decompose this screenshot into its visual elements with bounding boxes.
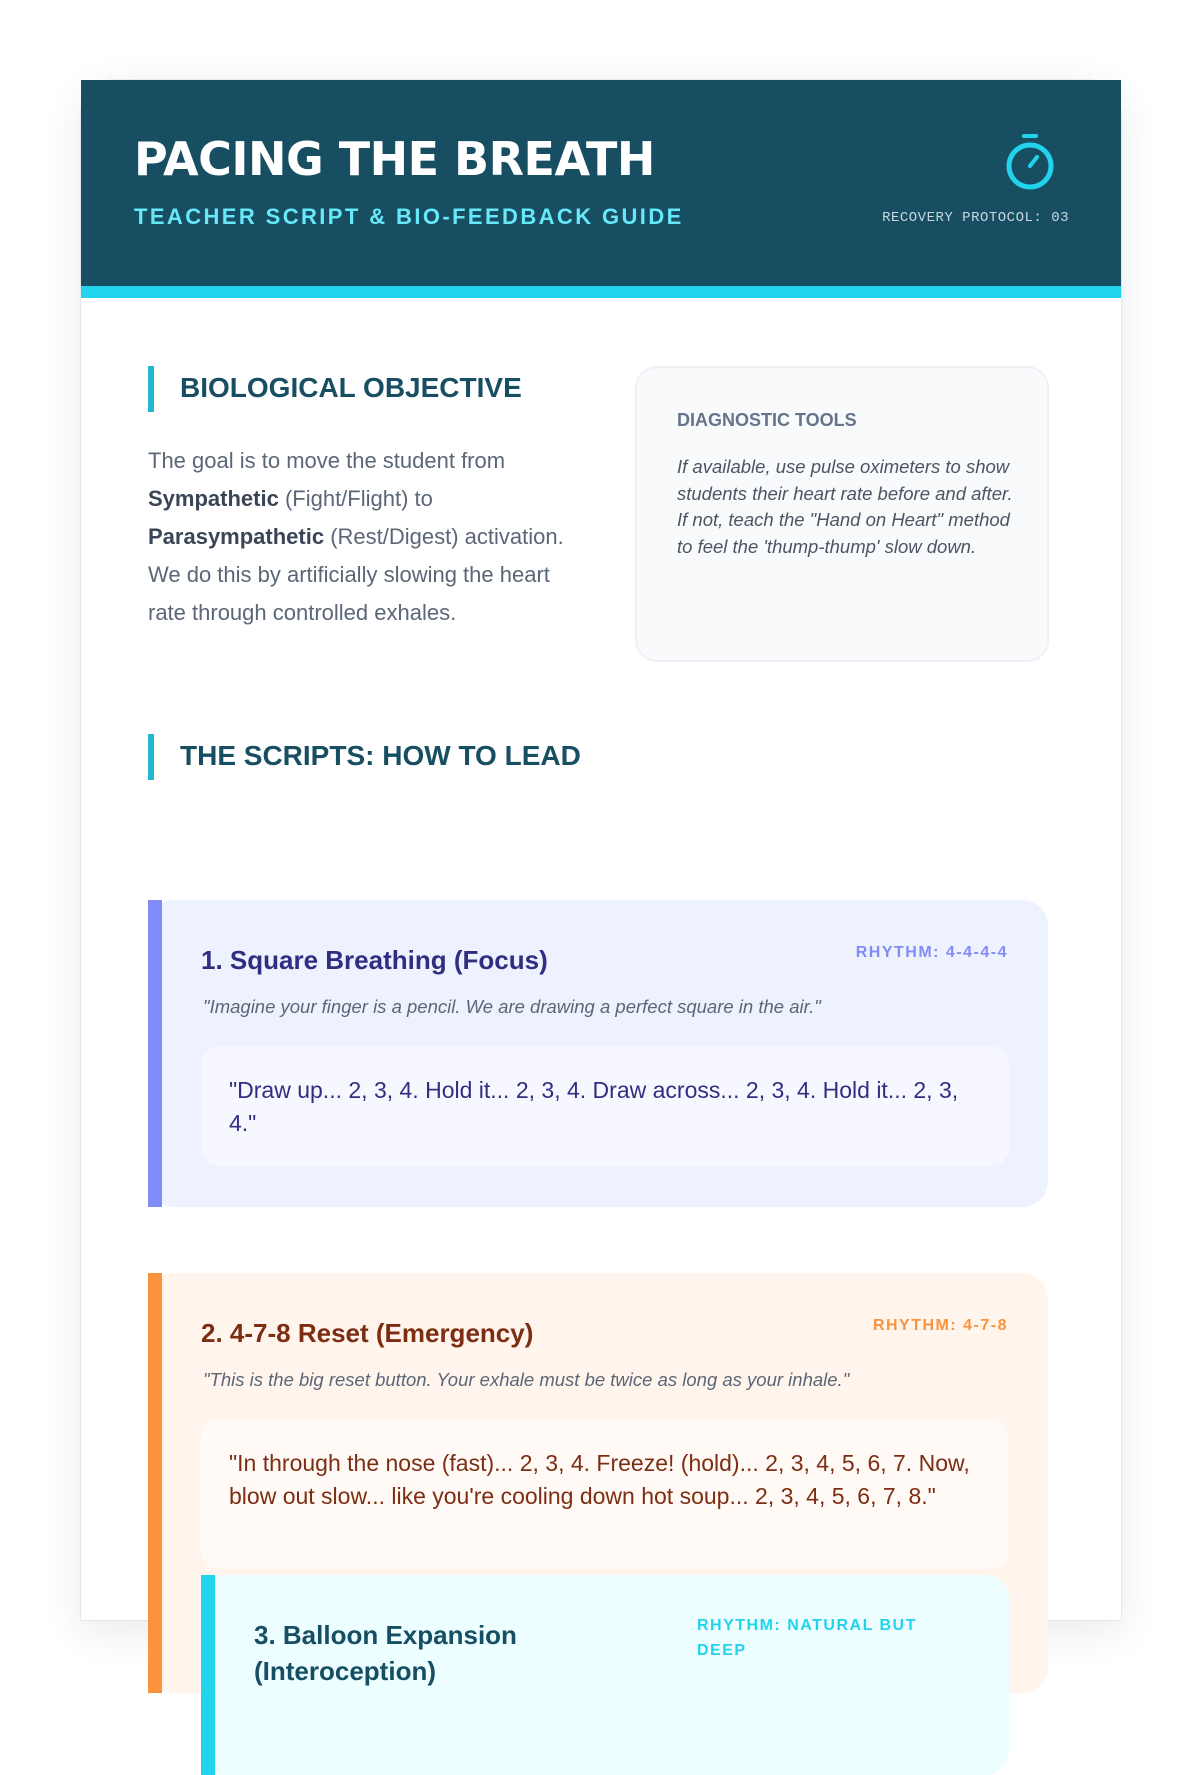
section-accent-bar — [148, 366, 154, 412]
scripts-heading: THE SCRIPTS: HOW TO LEAD — [180, 740, 581, 771]
script-card-balloon-expansion — [201, 1575, 1009, 1775]
diagnostic-label: DIAGNOSTIC TOOLS — [677, 410, 857, 430]
script-card-square-breathing — [148, 900, 1048, 1207]
objective-heading: BIOLOGICAL OBJECTIVE — [180, 372, 522, 403]
card-accent-bar — [148, 1273, 162, 1693]
parasympathetic-term: Parasympathetic — [148, 524, 325, 549]
script-card-478-reset — [148, 1273, 1048, 1693]
card-accent-bar — [148, 900, 162, 1207]
header — [81, 80, 1121, 286]
script-title: 2. 4-7-8 Reset (Emergency) — [201, 1318, 534, 1348]
rhythm-badge: RHYTHM: 4-4-4-4 — [855, 944, 1008, 961]
card-accent-bar — [201, 1575, 215, 1775]
script-title: 3. Balloon Expansion (Interoception) — [254, 1620, 517, 1686]
script-title: 1. Square Breathing (Focus) — [201, 945, 548, 975]
objective-text — [148, 442, 578, 632]
script-quote: "In through the nose (fast)... 2, 3, 4. Freeze! (hold)... 2, 3, 4, 5, 6, 7. Now, blow out slow... like you're cooling down hot soup... 2, 3, 4, 5, 6, 7, 8." — [201, 1419, 1009, 1569]
script-quote: "Draw up... 2, 3, 4. Hold it... 2, 3, 4. Draw across... 2, 3, 4. Hold it... 2, 3, 4." — [201, 1046, 1009, 1166]
stopwatch-icon — [1003, 132, 1057, 192]
protocol-label: RECOVERY PROTOCOL: 03 — [882, 210, 1069, 226]
objective-text-part: The goal is to move the student from — [148, 448, 506, 473]
page-subtitle: TEACHER SCRIPT & BIO-FEEDBACK GUIDE — [134, 204, 684, 229]
script-prompt: "Imagine your finger is a pencil. We are drawing a perfect square in the air." — [203, 996, 821, 1017]
guide-card — [81, 80, 1121, 1686]
rhythm-badge: RHYTHM: NATURAL BUT DEEP — [697, 1617, 917, 1659]
diagnostic-tools-box — [635, 366, 1049, 662]
section-accent-bar — [148, 734, 154, 780]
rhythm-badge: RHYTHM: 4-7-8 — [872, 1317, 1008, 1334]
sympathetic-term: Sympathetic — [148, 486, 279, 511]
objective-text-part: (Rest/Digest) activation. We do this by artificially slowing the heart rate through controlled exhales. — [148, 524, 564, 625]
header-divider — [81, 286, 1121, 298]
objective-text-part: (Fight/Flight) to — [278, 486, 433, 511]
page-title: PACING THE BREATH — [134, 132, 655, 186]
script-prompt: "This is the big reset button. Your exhale must be twice as long as your inhale." — [203, 1369, 850, 1390]
diagnostic-text: If available, use pulse oximeters to show students their heart rate before and after. If not, teach the "Hand on Heart" method to feel the 'thump-thump' slow down. — [677, 456, 1013, 557]
